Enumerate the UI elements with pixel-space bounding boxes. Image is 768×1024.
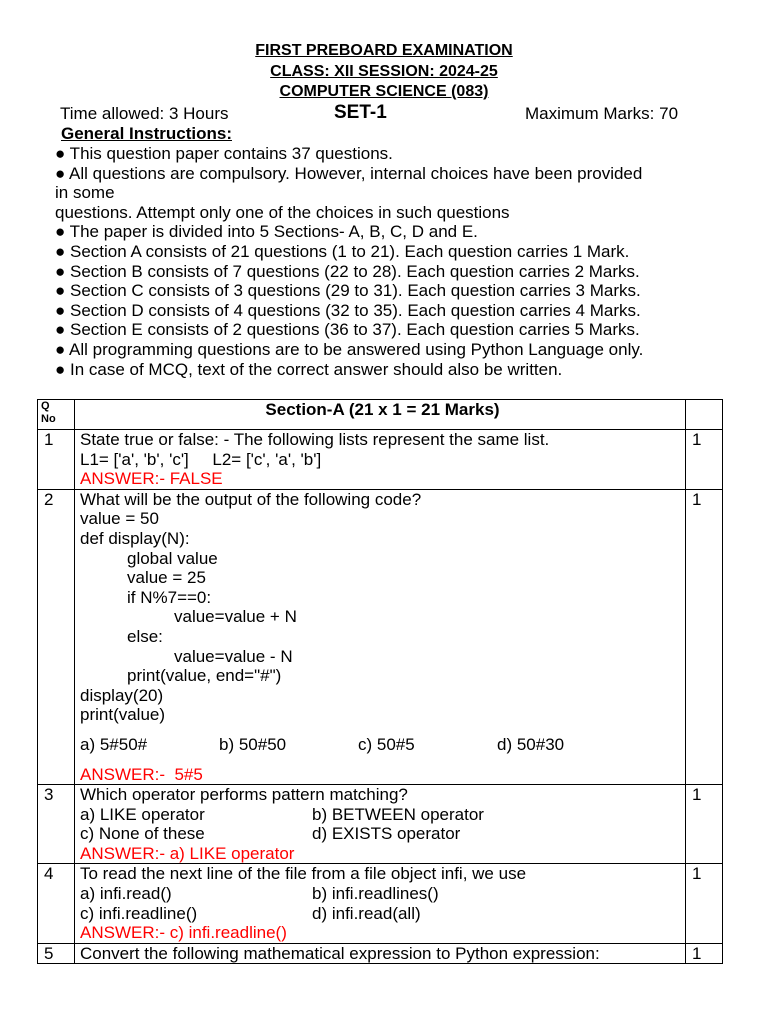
table-row	[38, 785, 723, 864]
code-line: value = 50	[80, 509, 159, 529]
options-row	[80, 824, 685, 844]
section-header	[75, 400, 686, 430]
question-number	[38, 864, 75, 943]
question-number	[38, 430, 75, 490]
instruction-line: ● Section C consists of 3 questions (29 to 31). Each question carries 3 Marks.	[55, 281, 641, 301]
code-line: global value	[127, 548, 218, 568]
question-body	[75, 785, 686, 864]
question-body	[75, 864, 686, 943]
code-line: value=value + N	[174, 607, 297, 627]
question-body	[75, 943, 686, 964]
marks-header	[686, 400, 723, 430]
option-b: b) BETWEEN operator	[312, 804, 484, 824]
section-title: Section-A (21 x 1 = 21 Marks)	[265, 400, 500, 419]
code-line: if N%7==0:	[127, 587, 212, 607]
question-number-text: 1	[44, 430, 54, 449]
option-b: b) infi.readlines()	[312, 884, 439, 904]
question-number-text: 3	[44, 785, 54, 805]
instructions-heading: General Instructions:	[61, 124, 232, 143]
code-line: else:	[127, 626, 163, 646]
question-number	[38, 489, 75, 784]
table-row	[38, 489, 723, 784]
question-marks	[686, 430, 723, 490]
answer-text: ANSWER:- FALSE	[80, 469, 223, 489]
question-text: To read the next line of the file from a file object infi, we use	[80, 864, 527, 884]
marks-text: 1	[692, 489, 702, 509]
qno-header-line2: No	[41, 413, 56, 425]
question-table	[37, 399, 723, 964]
marks-text: 1	[692, 785, 702, 805]
question-text: State true or false: - The following lists represent the same list.	[80, 430, 550, 449]
question-marks	[686, 943, 723, 964]
qno-header-line1: Q	[41, 400, 50, 412]
question-text: Convert the following mathematical expression to Python expression:	[80, 943, 600, 963]
instruction-line: ● Section B consists of 7 questions (22 to 28). Each question carries 2 Marks.	[55, 261, 640, 281]
table-row	[38, 943, 723, 964]
question-number-text: 2	[44, 489, 54, 509]
time-allowed: Time allowed: 3 Hours	[60, 104, 229, 123]
question-text: What will be the output of the following code?	[80, 489, 422, 509]
question-body	[75, 489, 686, 784]
marks-text: 1	[692, 943, 702, 963]
instruction-line: questions. Attempt only one of the choices in such questions	[55, 202, 510, 222]
question-marks	[686, 785, 723, 864]
question-number	[38, 785, 75, 864]
instruction-line: ● Section D consists of 4 questions (32 to 35). Each question carries 4 Marks.	[55, 300, 641, 320]
code-line: def display(N):	[80, 528, 190, 548]
set-label: SET-1	[334, 102, 387, 123]
instruction-line: ● In case of MCQ, text of the correct answer should also be written.	[55, 359, 563, 379]
instruction-line: ● Section A consists of 21 questions (1 to 21). Each question carries 1 Mark.	[55, 241, 630, 261]
table-row	[38, 430, 723, 490]
options-row	[80, 884, 685, 904]
option-d: d) infi.read(all)	[312, 903, 421, 923]
options-row	[80, 904, 685, 924]
exam-title: FIRST PREBOARD EXAMINATION	[255, 42, 513, 59]
marks-text: 1	[692, 430, 702, 449]
option-a: a) LIKE operator	[80, 804, 205, 824]
question-number	[38, 943, 75, 964]
options-row	[80, 735, 685, 755]
question-number-text: 4	[44, 864, 54, 884]
instruction-line: ● The paper is divided into 5 Sections- A, B, C, D and E.	[55, 222, 478, 242]
question-number-text: 5	[44, 943, 54, 963]
option-a: a) infi.read()	[80, 884, 172, 904]
code-line: display(20)	[80, 685, 164, 705]
subject-title: COMPUTER SCIENCE (083)	[279, 83, 489, 100]
code-line: value=value - N	[174, 646, 293, 666]
question-text: Which operator performs pattern matching?	[80, 785, 408, 805]
code-line: value = 25	[127, 568, 206, 588]
option-c: c) infi.readline()	[80, 903, 198, 923]
options-row	[80, 805, 685, 825]
instruction-line: ● This question paper contains 37 questions.	[55, 144, 393, 163]
instruction-line: ● All programming questions are to be answered using Python Language only.	[55, 339, 644, 359]
option-a: a) 5#50#	[80, 734, 148, 754]
option-c: c) None of these	[80, 824, 205, 844]
qno-header	[38, 400, 75, 430]
question-marks	[686, 489, 723, 784]
option-c: c) 50#5	[358, 734, 415, 754]
instruction-line: ● Section E consists of 2 questions (36 to 37). Each question carries 5 Marks.	[55, 320, 640, 340]
instruction-line: ● All questions are compulsory. However, internal choices have been provided	[55, 163, 643, 183]
answer-text: ANSWER:- a) LIKE operator	[80, 843, 295, 863]
option-d: d) EXISTS operator	[312, 824, 461, 844]
marks-text: 1	[692, 864, 702, 884]
answer-text: ANSWER:- c) infi.readline()	[80, 923, 287, 943]
option-b: b) 50#50	[219, 734, 287, 754]
class-session: CLASS: XII SESSION: 2024-25	[270, 63, 498, 80]
table-header-row	[38, 400, 723, 430]
instructions-list	[55, 144, 695, 379]
maximum-marks: Maximum Marks: 70	[525, 104, 679, 123]
option-d: d) 50#30	[497, 734, 565, 754]
question-body	[75, 430, 686, 490]
answer-text: ANSWER:- 5#5	[80, 764, 203, 784]
question-lists: L1= ['a', 'b', 'c'] L2= ['c', 'a', 'b']	[80, 449, 322, 469]
instruction-line: in some	[55, 183, 115, 203]
code-line: print(value)	[80, 705, 166, 725]
question-marks	[686, 864, 723, 943]
table-row	[38, 864, 723, 943]
code-line: print(value, end="#")	[127, 666, 282, 686]
